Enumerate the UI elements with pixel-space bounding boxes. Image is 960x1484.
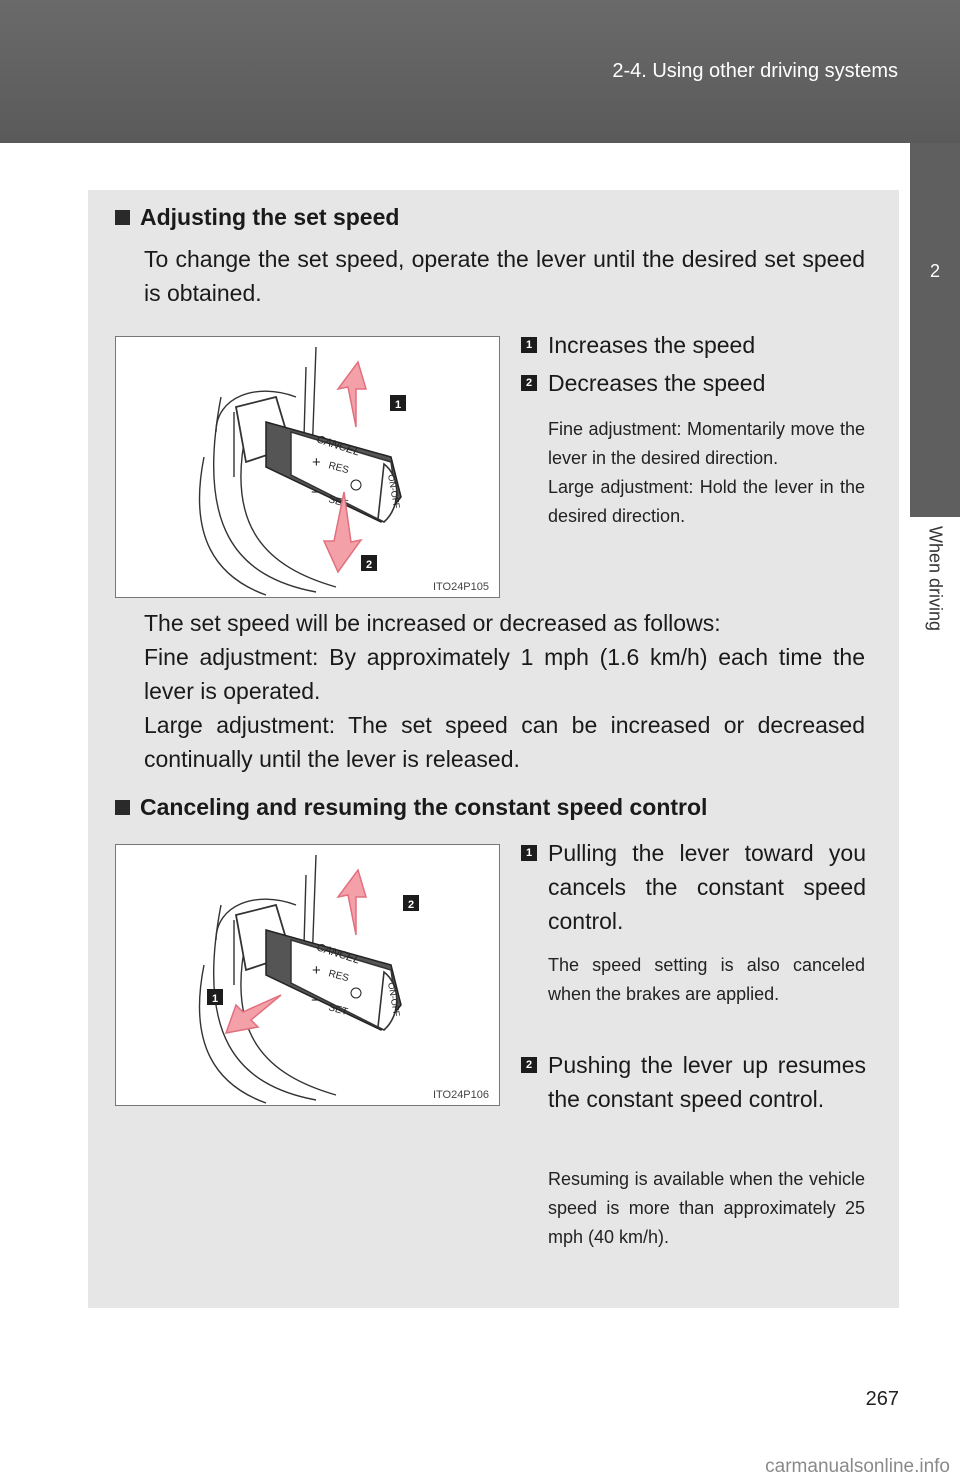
section2-heading-text: Canceling and resuming the constant speed control (140, 794, 708, 820)
lever-cancel-label: CANCEL (315, 941, 362, 967)
section2-note-2: Resuming is available when the vehicle speed is more than approximately 25 mph (40 km/h). (548, 1169, 865, 1247)
lever-set-label: SET (327, 1002, 349, 1018)
section1-item-2: 2 Decreases the speed (521, 366, 866, 400)
lever-cancel-label: CANCEL (315, 433, 362, 459)
square-bullet-icon (115, 210, 130, 225)
lever-onoff-label: ON-OFF (386, 981, 402, 1018)
square-bullet-icon (115, 800, 130, 815)
lever-set-label: SET (327, 494, 349, 510)
section1-body: The set speed will be increased or decreased as follows: Fine adjustment: By approximately 1 mph (1.6 km/h) each time the lever is operated. Large adjustment: The set speed can be increased or decreased continually until the lever is released. (144, 610, 865, 772)
svg-text:1: 1 (211, 993, 219, 1005)
lever-plus-label: + (312, 454, 321, 471)
lever-res-label: RES (327, 968, 350, 985)
svg-text:1: 1 (394, 399, 402, 411)
section1-heading (115, 204, 399, 231)
section2-item-1: 1 Pulling the lever toward you cancels the constant speed control. (521, 836, 866, 938)
section2-note-1: The speed setting is also canceled when the brakes are applied. (548, 955, 865, 1004)
chapter-number: 2 (929, 261, 940, 281)
chapter-tab (910, 143, 960, 517)
marker-2-icon: 2 (521, 375, 537, 391)
figure-code: ITO24P106 (432, 1089, 489, 1101)
lever-plus-label: + (312, 962, 321, 979)
marker-1-icon: 1 (521, 337, 537, 353)
chapter-label-text: When driving (925, 526, 946, 632)
lever-minus-label: − (311, 992, 320, 1009)
marker-1-icon: 1 (521, 845, 537, 861)
cruise-lever-diagram-1 (116, 337, 499, 597)
section1-item-1: 1 Increases the speed (521, 328, 866, 362)
up-arrow-icon (338, 870, 366, 935)
figure-code: ITO24P105 (432, 581, 489, 593)
svg-text:2: 2 (365, 559, 373, 571)
pull-arrow-icon (226, 995, 281, 1033)
section2-item-2: 2 Pushing the lever up resumes the constant speed control. (521, 1048, 866, 1116)
section1-intro: To change the set speed, operate the lever until the desired set speed is obtained. (144, 246, 865, 306)
section1-notes: Fine adjustment: Momentarily move the lever in the desired direction. Large adjustment: Hold the lever in the desired direction. (548, 419, 865, 526)
section-title: 2-4. Using other driving systems (612, 60, 898, 82)
watermark[interactable]: carmanualsonline.info (765, 1456, 950, 1477)
cruise-lever-diagram-2 (116, 845, 499, 1105)
page-number: 267 (865, 1388, 899, 1410)
section2-heading (115, 794, 707, 821)
lever-minus-label: − (311, 484, 320, 501)
lever-res-label: RES (327, 460, 350, 477)
page-header (0, 0, 960, 143)
lever-figure-adjust (115, 336, 500, 598)
marker-2-icon: 2 (521, 1057, 537, 1073)
chapter-label (910, 518, 960, 718)
section1-heading-text: Adjusting the set speed (140, 204, 400, 230)
svg-text:2: 2 (407, 899, 415, 911)
lever-onoff-label: ON-OFF (386, 473, 402, 510)
up-arrow-icon (338, 362, 366, 427)
lever-figure-cancel (115, 844, 500, 1106)
content-panel (88, 190, 899, 1308)
